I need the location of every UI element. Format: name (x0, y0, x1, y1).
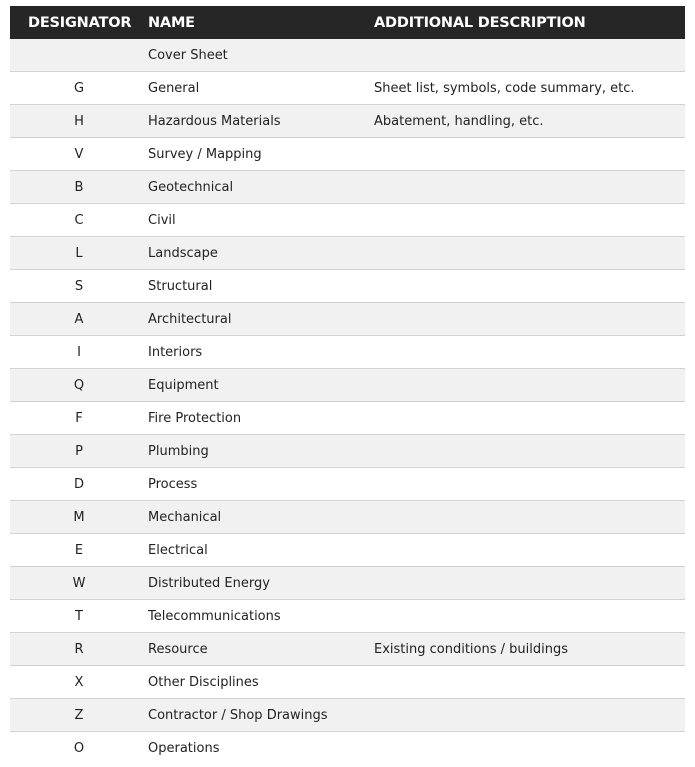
designator-cell: Z (10, 699, 148, 732)
discipline-designator-table-container (10, 6, 685, 764)
designator-cell: L (10, 237, 148, 270)
designator-cell: P (10, 435, 148, 468)
designator-cell: R (10, 633, 148, 666)
description-cell (374, 369, 685, 402)
description-cell (374, 600, 685, 633)
designator-cell: A (10, 303, 148, 336)
table-row (10, 699, 685, 732)
table-row (10, 633, 685, 666)
name-cell: Geotechnical (148, 171, 374, 204)
description-cell (374, 270, 685, 303)
name-cell: Other Disciplines (148, 666, 374, 699)
designator-cell: E (10, 534, 148, 567)
name-cell: Distributed Energy (148, 567, 374, 600)
description-cell: Sheet list, symbols, code summary, etc. (374, 72, 685, 105)
table-row (10, 105, 685, 138)
table-row (10, 600, 685, 633)
description-cell: Abatement, handling, etc. (374, 105, 685, 138)
header-description: ADDITIONAL DESCRIPTION (374, 6, 685, 39)
description-cell (374, 435, 685, 468)
table-row (10, 237, 685, 270)
name-cell: General (148, 72, 374, 105)
name-cell: Equipment (148, 369, 374, 402)
designator-cell: M (10, 501, 148, 534)
table-row (10, 468, 685, 501)
table-row (10, 732, 685, 765)
designator-cell: O (10, 732, 148, 765)
name-cell: Fire Protection (148, 402, 374, 435)
table-row (10, 39, 685, 72)
name-cell: Process (148, 468, 374, 501)
table-row (10, 171, 685, 204)
table-row (10, 303, 685, 336)
designator-cell: T (10, 600, 148, 633)
description-cell (374, 666, 685, 699)
description-cell (374, 171, 685, 204)
name-cell: Plumbing (148, 435, 374, 468)
description-cell (374, 303, 685, 336)
header-designator: DESIGNATOR (10, 6, 148, 39)
header-row (10, 6, 685, 39)
name-cell: Architectural (148, 303, 374, 336)
name-cell: Hazardous Materials (148, 105, 374, 138)
designator-cell: S (10, 270, 148, 303)
designator-cell (10, 39, 148, 72)
designator-cell: W (10, 567, 148, 600)
name-cell: Resource (148, 633, 374, 666)
name-cell: Operations (148, 732, 374, 765)
name-cell: Survey / Mapping (148, 138, 374, 171)
name-cell: Interiors (148, 336, 374, 369)
discipline-designator-table (10, 6, 685, 764)
table-body (10, 39, 685, 764)
name-cell: Contractor / Shop Drawings (148, 699, 374, 732)
description-cell (374, 237, 685, 270)
description-cell (374, 336, 685, 369)
designator-cell: C (10, 204, 148, 237)
table-header (10, 6, 685, 39)
table-row (10, 369, 685, 402)
description-cell (374, 468, 685, 501)
description-cell (374, 138, 685, 171)
table-row (10, 270, 685, 303)
description-cell (374, 501, 685, 534)
table-row (10, 435, 685, 468)
table-row (10, 336, 685, 369)
name-cell: Cover Sheet (148, 39, 374, 72)
table-row (10, 204, 685, 237)
name-cell: Mechanical (148, 501, 374, 534)
name-cell: Landscape (148, 237, 374, 270)
table-row (10, 666, 685, 699)
designator-cell: H (10, 105, 148, 138)
description-cell: Existing conditions / buildings (374, 633, 685, 666)
designator-cell: X (10, 666, 148, 699)
designator-cell: F (10, 402, 148, 435)
table-row (10, 567, 685, 600)
table-row (10, 501, 685, 534)
table-row (10, 402, 685, 435)
designator-cell: G (10, 72, 148, 105)
designator-cell: D (10, 468, 148, 501)
name-cell: Electrical (148, 534, 374, 567)
table-row (10, 72, 685, 105)
designator-cell: Q (10, 369, 148, 402)
description-cell (374, 402, 685, 435)
description-cell (374, 732, 685, 765)
header-name: NAME (148, 6, 374, 39)
designator-cell: V (10, 138, 148, 171)
designator-cell: B (10, 171, 148, 204)
table-row (10, 138, 685, 171)
description-cell (374, 204, 685, 237)
designator-cell: I (10, 336, 148, 369)
name-cell: Telecommunications (148, 600, 374, 633)
description-cell (374, 39, 685, 72)
name-cell: Structural (148, 270, 374, 303)
table-row (10, 534, 685, 567)
description-cell (374, 567, 685, 600)
name-cell: Civil (148, 204, 374, 237)
description-cell (374, 534, 685, 567)
description-cell (374, 699, 685, 732)
